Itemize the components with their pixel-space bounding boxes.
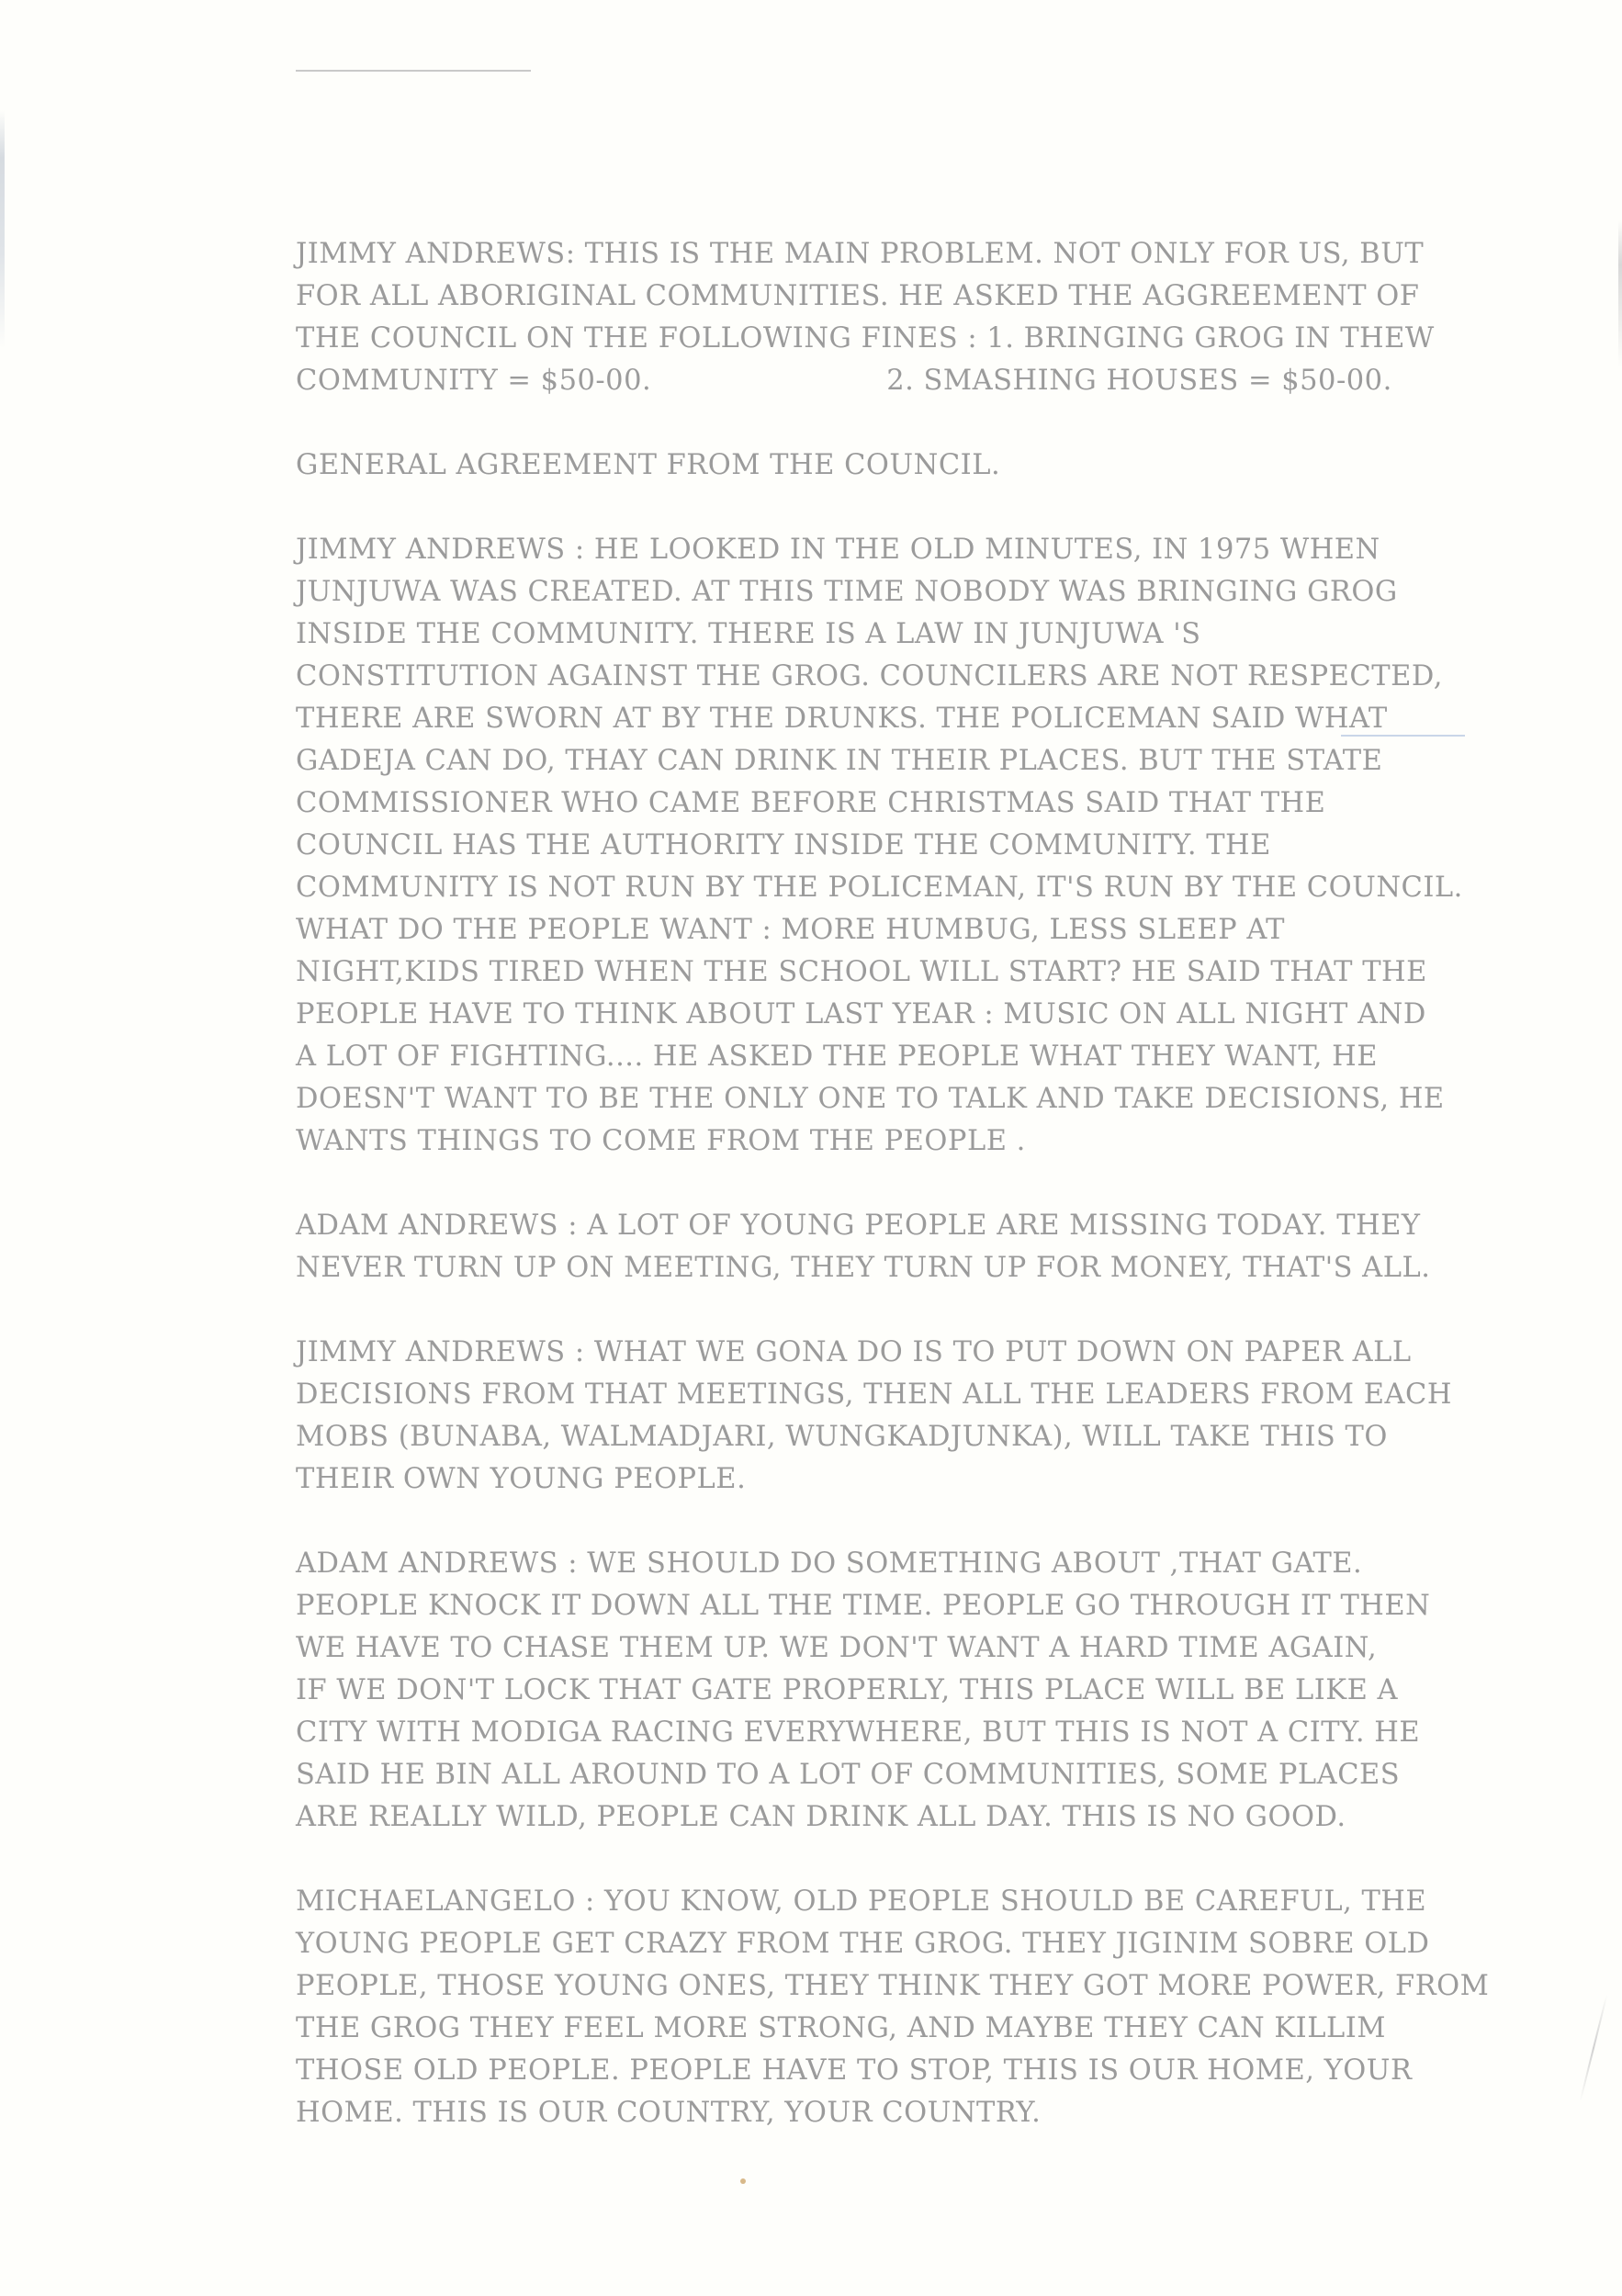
text-line: PEOPLE, THOSE YOUNG ONES, THEY THINK THEY GOT MORE POWER, FROM	[296, 1970, 1490, 2002]
text-line: IF WE DON'T LOCK THAT GATE PROPERLY, THIS PLACE WILL BE LIKE A	[296, 1674, 1399, 1706]
text-line: NEVER TURN UP ON MEETING, THEY TURN UP FOR MONEY, THAT'S ALL.	[296, 1252, 1431, 1284]
paragraph-michaelangelo	[296, 1881, 1490, 2134]
scan-mark	[1580, 1995, 1608, 2102]
text-line: A LOT OF FIGHTING.... HE ASKED THE PEOPLE WHAT THEY WANT, HE	[296, 1041, 1379, 1073]
text-line: ARE REALLY WILD, PEOPLE CAN DRINK ALL DAY. THIS IS NO GOOD.	[296, 1801, 1346, 1833]
text-line: COMMUNITY IS NOT RUN BY THE POLICEMAN, IT'S RUN BY THE COUNCIL.	[296, 872, 1463, 904]
text-line: THOSE OLD PEOPLE. PEOPLE HAVE TO STOP, THIS IS OUR HOME, YOUR	[296, 2054, 1413, 2087]
header-rule	[296, 70, 531, 72]
paragraph-agreement	[296, 445, 1435, 487]
scan-edge-right	[1618, 220, 1622, 367]
text-line: JIMMY ANDREWS: THIS IS THE MAIN PROBLEM. NOT ONLY FOR US, BUT	[296, 238, 1425, 270]
paragraph-jimmy-minutes	[296, 529, 1463, 1163]
fine-item-2: 2. SMASHING HOUSES = $50-00.	[886, 365, 1392, 397]
text-line: THERE ARE SWORN AT BY THE DRUNKS. THE POLICEMAN SAID WHAT	[296, 703, 1388, 735]
text-line: JIMMY ANDREWS : WHAT WE GONA DO IS TO PUT DOWN ON PAPER ALL	[296, 1336, 1412, 1368]
text-line: NIGHT,KIDS TIRED WHEN THE SCHOOL WILL START? HE SAID THAT THE	[296, 956, 1427, 988]
text-line: HOME. THIS IS OUR COUNTRY, YOUR COUNTRY.	[296, 2097, 1042, 2129]
paragraph-jimmy-decisions	[296, 1332, 1452, 1501]
paragraph-adam-gate	[296, 1543, 1435, 1839]
text-line: COMMISSIONER WHO CAME BEFORE CHRISTMAS SAID THAT THE	[296, 787, 1326, 819]
text-line: YOUNG PEOPLE GET CRAZY FROM THE GROG. THEY JIGINIM SOBRE OLD	[296, 1928, 1430, 1960]
text-line: WHAT DO THE PEOPLE WANT : MORE HUMBUG, LESS SLEEP AT	[296, 914, 1286, 946]
text-line: SAID HE BIN ALL AROUND TO A LOT OF COMMUNITIES, SOME PLACES	[296, 1759, 1401, 1791]
text-line: CONSTITUTION AGAINST THE GROG. COUNCILERS ARE NOT RESPECTED,	[296, 660, 1443, 692]
text-line-split	[296, 360, 1435, 402]
text-line: COUNCIL HAS THE AUTHORITY INSIDE THE COMMUNITY. THE	[296, 829, 1271, 861]
text-line: ADAM ANDREWS : A LOT OF YOUNG PEOPLE ARE MISSING TODAY. THEY	[296, 1210, 1421, 1242]
paragraph-adam-young-people	[296, 1205, 1435, 1289]
fine-item-1: COMMUNITY = $50-00.	[296, 365, 652, 397]
text-line: THE GROG THEY FEEL MORE STRONG, AND MAYBE THEY CAN KILLIM	[296, 2012, 1386, 2044]
text-line: THE COUNCIL ON THE FOLLOWING FINES : 1. BRINGING GROG IN THEW	[296, 322, 1435, 355]
text-line: WANTS THINGS TO COME FROM THE PEOPLE .	[296, 1125, 1026, 1157]
text-line: ADAM ANDREWS : WE SHOULD DO SOMETHING ABOUT ,THAT GATE.	[296, 1548, 1363, 1580]
ink-dot	[740, 2178, 746, 2184]
minutes-body	[296, 233, 1490, 2177]
text-line: CITY WITH MODIGA RACING EVERYWHERE, BUT THIS IS NOT A CITY. HE	[296, 1716, 1421, 1749]
text-line: PEOPLE KNOCK IT DOWN ALL THE TIME. PEOPLE GO THROUGH IT THEN	[296, 1590, 1431, 1622]
text-line: DECISIONS FROM THAT MEETINGS, THEN ALL THE LEADERS FROM EACH	[296, 1379, 1452, 1411]
text-line: JIMMY ANDREWS : HE LOOKED IN THE OLD MINUTES, IN 1975 WHEN	[296, 534, 1380, 566]
text-line: PEOPLE HAVE TO THINK ABOUT LAST YEAR : MUSIC ON ALL NIGHT AND	[296, 998, 1426, 1030]
text-line: MICHAELANGELO : YOU KNOW, OLD PEOPLE SHOULD BE CAREFUL, THE	[296, 1885, 1427, 1918]
text-line: JUNJUWA WAS CREATED. AT THIS TIME NOBODY WAS BRINGING GROG	[296, 576, 1398, 608]
text-line: DOESN'T WANT TO BE THE ONLY ONE TO TALK AND TAKE DECISIONS, HE	[296, 1083, 1445, 1115]
scan-edge-left	[0, 110, 5, 349]
text-line: GENERAL AGREEMENT FROM THE COUNCIL.	[296, 449, 1001, 481]
text-line: INSIDE THE COMMUNITY. THERE IS A LAW IN JUNJUWA 'S	[296, 618, 1201, 650]
text-line: THEIR OWN YOUNG PEOPLE.	[296, 1463, 747, 1495]
text-line: GADEJA CAN DO, THAY CAN DRINK IN THEIR PLACES. BUT THE STATE	[296, 745, 1383, 777]
text-line: WE HAVE TO CHASE THEM UP. WE DON'T WANT A HARD TIME AGAIN,	[296, 1632, 1378, 1664]
paragraph-fines	[296, 233, 1435, 402]
text-line: MOBS (BUNABA, WALMADJARI, WUNGKADJUNKA), WILL TAKE THIS TO	[296, 1421, 1388, 1453]
text-line: FOR ALL ABORIGINAL COMMUNITIES. HE ASKED THE AGGREEMENT OF	[296, 280, 1420, 312]
